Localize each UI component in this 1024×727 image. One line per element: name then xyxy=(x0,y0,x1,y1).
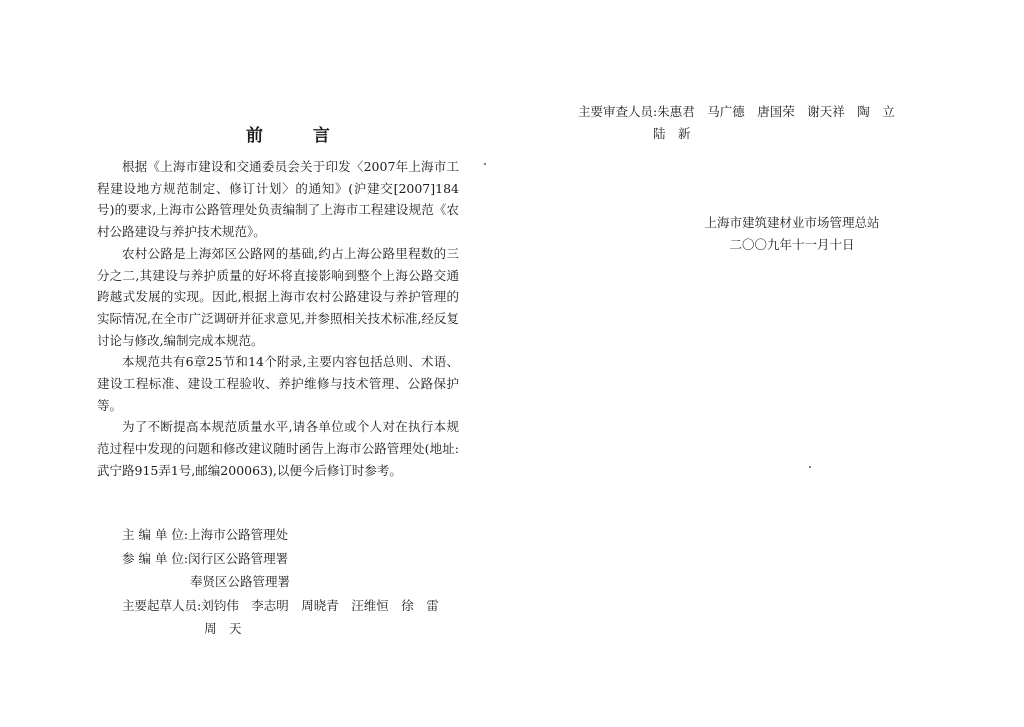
drafters: 主要起草人员:刘钧伟 李志明 周晓青 汪维恒 徐 雷 xyxy=(122,597,439,613)
reviewers: 主要审查人员:朱惠君 马广德 唐国荣 谢天祥 陶 立 xyxy=(578,104,895,119)
page-title: 前 言 xyxy=(246,126,352,146)
organization: 上海市建筑建材业市场管理总站 xyxy=(704,215,880,230)
scan-speck xyxy=(809,466,811,468)
right-page xyxy=(512,0,1024,727)
paragraph-1: 根据《上海市建设和交通委员会关于印发〈2007年上海市工程建设地方规范制定、修订计划〉的通知》(沪建交[2007]184号)的要求,上海市公路管理处负责编制了上海市工程建设规范《农村公路建设与养护技术规范》。 xyxy=(97,159,459,240)
date: 二〇〇九年十一月十日 xyxy=(729,237,855,252)
paragraph-4: 为了不断提高本规范质量水平,请各单位或个人对在执行本规范过程中发现的问题和修改建议随时函告上海市公路管理处(地址:武宁路915弄1号,邮编200063),以便今后修订时参考。 xyxy=(97,419,459,478)
scan-speck xyxy=(484,163,486,165)
reviewers-block xyxy=(578,101,895,145)
participating-unit: 参 编 单 位:闵行区公路管理署 xyxy=(122,550,289,566)
participating-unit-2: 奉贤区公路管理署 xyxy=(190,574,291,590)
paragraph-2: 农村公路是上海郊区公路网的基础,约占上海公路里程数的三分之二,其建设与养护质量的好坏将直接影响到整个上海公路交通跨越式发展的实现。因此,根据上海市农村公路建设与养护管理的实际情况,在全市广泛调研并征求意见,并参照相关技术标准,经反复讨论与修改,编制完成本规范。 xyxy=(97,245,459,348)
signature-block xyxy=(702,212,882,256)
chief-unit: 主 编 单 位:上海市公路管理处 xyxy=(122,527,289,542)
preface-body xyxy=(97,156,459,482)
reviewers-continued: 陆 新 xyxy=(653,126,691,141)
drafters-continued: 周 天 xyxy=(204,621,242,637)
credits-block xyxy=(122,523,439,641)
paragraph-3: 本规范共有6章25节和14个附录,主要内容包括总则、术语、建设工程标准、建设工程验收、养护维修与技术管理、公路保护等。 xyxy=(97,354,459,413)
